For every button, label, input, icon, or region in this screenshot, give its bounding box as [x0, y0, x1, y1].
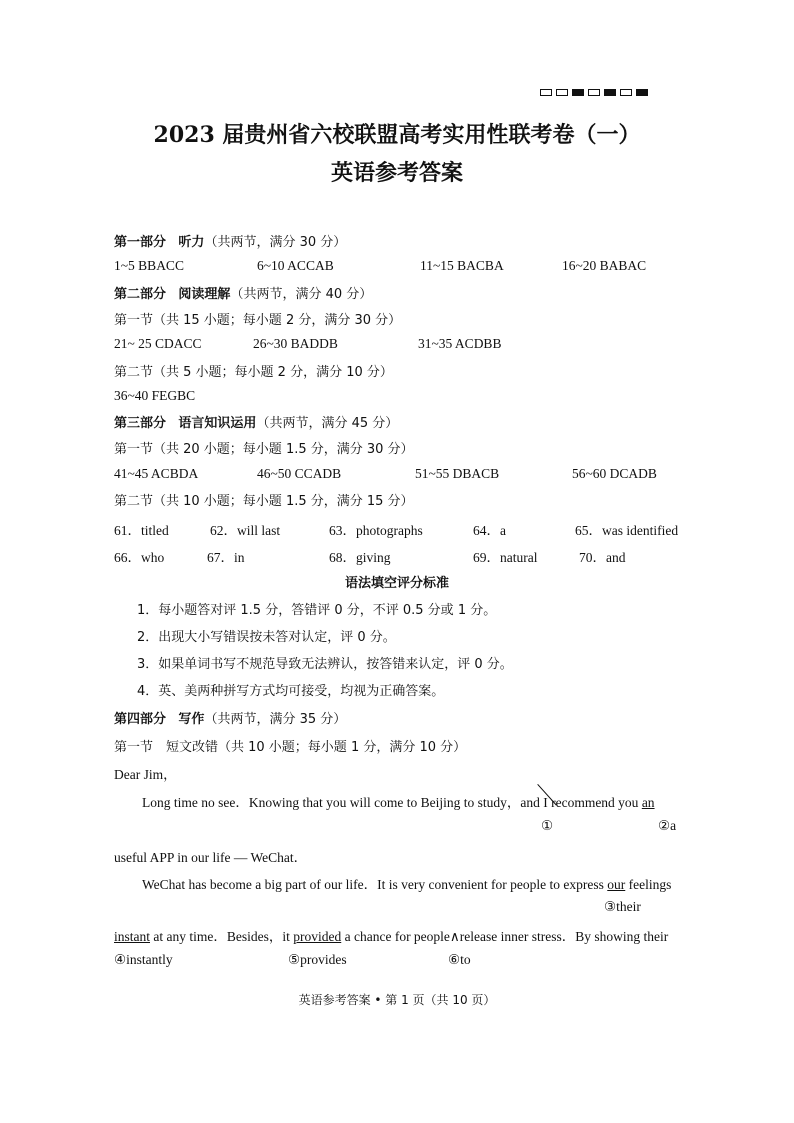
part2-section1: 第一节（共 15 小题；每小题 2 分，满分 30 分） [114, 313, 402, 328]
mark-box [540, 89, 552, 96]
essay-text: at any time．Besides，it [150, 929, 294, 944]
essay-text: Long time no see．Knowing that you will come to Beijing to study， [142, 795, 521, 810]
essay-text: I recommend you [539, 795, 642, 810]
part1-note: （共两节，满分 30 分） [204, 235, 347, 250]
header-marks [540, 89, 648, 96]
struck-word: and [520, 795, 540, 810]
answer-group: 11~15 BACBA [420, 258, 504, 273]
criteria-item: 1．每小题答对评 1.5 分，答错评 0 分，不评 0.5 分或 1 分。 [137, 603, 497, 618]
letter-greeting: Dear Jim， [114, 767, 177, 782]
essay-text: WeChat has become a big part of our life．It is very convenient for people to express [142, 877, 608, 892]
answer-group: 36~40 FEGBC [114, 388, 196, 403]
criteria-item: 3．如果单词书写不规范导致无法辨认，按答错来认定，评 0 分。 [137, 657, 513, 672]
part2-heading: 第二部分 [114, 287, 167, 302]
correction-mark: ⑥to [448, 952, 471, 967]
underlined-word: provided [293, 929, 342, 944]
answer-group: 51~55 DBACB [415, 466, 500, 481]
part3-heading: 第三部分 [114, 416, 167, 431]
cloze-answer: 69．natural [473, 550, 538, 565]
answer-group: 46~50 CCADB [257, 466, 342, 481]
mark-box [604, 89, 616, 96]
correction-mark: ③their [604, 899, 641, 914]
essay-line [142, 791, 655, 811]
page-subtitle: 英语参考答案 [330, 160, 463, 186]
cloze-answer: 61．titled [114, 523, 169, 538]
part3-title: 语言知识运用 [178, 416, 257, 431]
correction-mark: ④instantly [114, 952, 173, 967]
answer-group: 41~45 ACBDA [114, 466, 199, 481]
underlined-word: our [607, 877, 626, 892]
cloze-answer: 65．was identified [575, 523, 679, 538]
correction-mark: ① [541, 818, 554, 833]
cloze-answer: 63．photographs [329, 523, 423, 538]
criteria-item: 4．英、美两种拼写方式均可接受，均视为正确答案。 [137, 684, 445, 699]
mark-box [572, 89, 584, 96]
mark-box [636, 89, 648, 96]
criteria-title: 语法填空评分标准 [344, 576, 449, 591]
correction-mark: ②a [658, 818, 677, 833]
essay-line: useful APP in our life — WeChat． [114, 850, 308, 865]
part3-section1: 第一节（共 20 小题；每小题 1.5 分，满分 30 分） [114, 442, 414, 457]
part2-heading-line [114, 283, 372, 302]
essay-text: feelings [625, 877, 672, 892]
cloze-answer: 62．will last [210, 523, 281, 538]
page-footer: 英语参考答案 • 第 1 页（共 10 页） [298, 993, 496, 1007]
part1-title: 听力 [178, 235, 205, 250]
criteria-item: 2．出现大小写错误按未答对认定，评 0 分。 [137, 630, 396, 645]
part2-section2: 第二节（共 5 小题；每小题 2 分，满分 10 分） [114, 365, 393, 380]
cloze-answer: 67．in [207, 550, 245, 565]
cloze-answer: 70．and [579, 550, 626, 565]
answer-group: 16~20 BABAC [562, 258, 647, 273]
mark-box [588, 89, 600, 96]
cloze-answer: 64．a [473, 523, 506, 538]
part4-title: 写作 [178, 712, 205, 727]
underlined-word: an [641, 795, 655, 810]
part3-section2: 第二节（共 10 小题；每小题 1.5 分，满分 15 分） [114, 494, 414, 509]
page-title: 2023 届贵州省六校联盟高考实用性联考卷（一） [153, 122, 641, 148]
part1-heading-line [114, 231, 346, 250]
part1-heading: 第一部分 [114, 235, 167, 250]
answer-group: 31~35 ACDBB [418, 336, 502, 351]
underlined-word: instant [114, 929, 150, 944]
part4-heading: 第四部分 [114, 712, 167, 727]
part4-section1: 第一节 短文改错（共 10 小题；每小题 1 分，满分 10 分） [114, 740, 467, 755]
correction-mark: ⑤provides [288, 952, 347, 967]
essay-line [142, 873, 671, 893]
answer-group: 21~ 25 CDACC [114, 336, 202, 351]
cloze-answer: 68．giving [329, 550, 391, 565]
essay-text: a chance for people∧release inner stress．By showing their [341, 929, 669, 944]
part3-note: （共两节，满分 45 分） [256, 416, 399, 431]
answer-group: 6~10 ACCAB [257, 258, 334, 273]
answer-group: 1~5 BBACC [114, 258, 184, 273]
part3-heading-line [114, 412, 398, 431]
answer-group: 26~30 BADDB [253, 336, 338, 351]
mark-box [620, 89, 632, 96]
part2-title: 阅读理解 [178, 287, 231, 302]
answer-group: 56~60 DCADB [572, 466, 657, 481]
part4-heading-line [114, 708, 346, 727]
mark-box [556, 89, 568, 96]
part2-note: （共两节，满分 40 分） [230, 287, 373, 302]
part4-note: （共两节，满分 35 分） [204, 712, 347, 727]
essay-line [114, 925, 668, 945]
cloze-answer: 66．who [114, 550, 165, 565]
